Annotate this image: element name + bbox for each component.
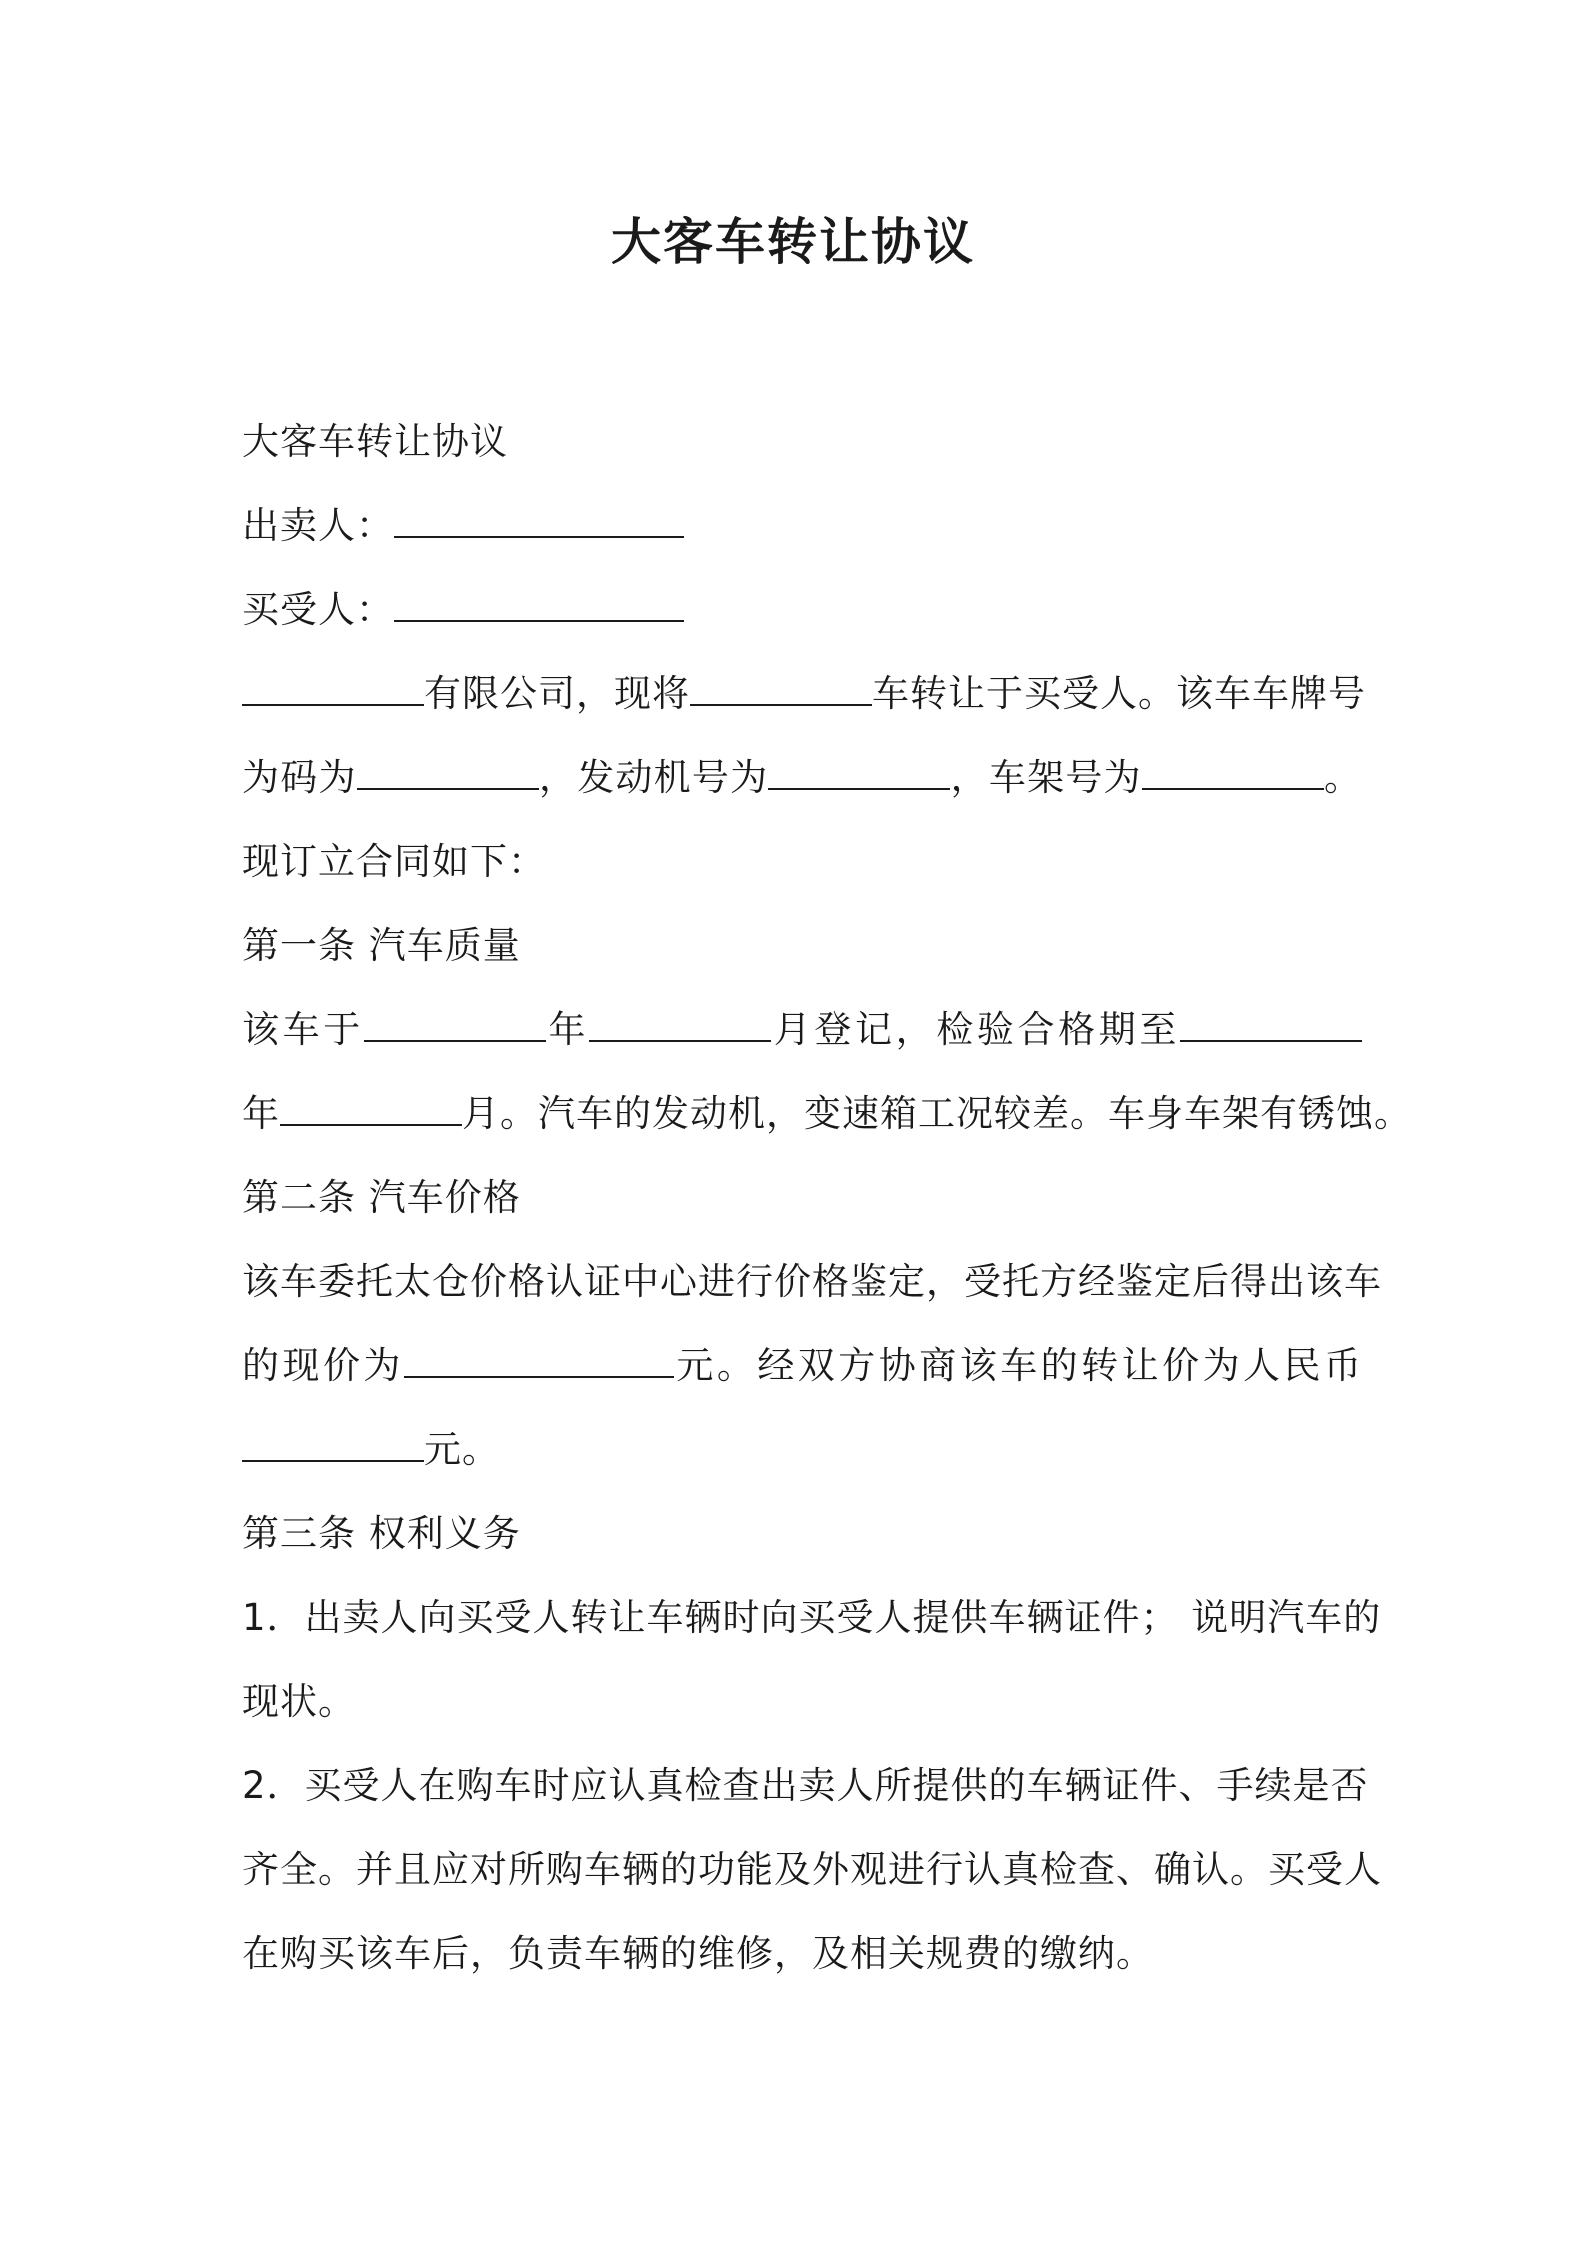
text-span: 大客车转让协议	[242, 420, 508, 463]
text-line	[242, 652, 1366, 736]
fill-in-blank	[589, 1010, 771, 1042]
text-span: 月登记，检验合格期至	[771, 1008, 1180, 1051]
text-line	[242, 1492, 1362, 1576]
text-span: 的现价为	[242, 1344, 404, 1387]
text-span: 有限公司，现将	[424, 672, 690, 715]
text-span: 元。经双方协商该车的转让价为人民币	[673, 1344, 1363, 1387]
fill-in-blank	[394, 506, 684, 538]
text-span: 出卖人：	[242, 504, 394, 547]
fill-in-blank	[404, 1346, 674, 1378]
text-span: 车转让于买受人。该车车牌号	[872, 672, 1366, 715]
text-span: 元。	[424, 1428, 500, 1471]
text-span: 第二条 汽车价格	[242, 1176, 521, 1219]
text-line	[242, 568, 1362, 652]
fill-in-blank	[364, 1010, 546, 1042]
text-line	[242, 1240, 1382, 1324]
document-body	[242, 400, 1412, 1996]
text-span: 在购买该车后，负责车辆的维修，及相关规费的缴纳。	[242, 1932, 1154, 1975]
text-line	[242, 904, 1362, 988]
text-span: 第三条 权利义务	[242, 1512, 521, 1555]
text-span: 现状。	[242, 1680, 356, 1723]
text-line	[242, 736, 1362, 820]
text-span: 买受人：	[242, 588, 394, 631]
text-span: 月。汽车的发动机，变速箱工况较差。车身车架有锈蚀。	[462, 1092, 1412, 1135]
text-line	[242, 1156, 1362, 1240]
text-span: 该车委托太仓价格认证中心进行价格鉴定，受托方经鉴定后得出该车	[242, 1260, 1382, 1303]
text-line	[242, 1660, 1362, 1744]
fill-in-blank	[280, 1094, 462, 1126]
text-line	[242, 820, 1362, 904]
text-span: 年	[242, 1092, 280, 1135]
text-line	[242, 1576, 1382, 1660]
text-span: 第一条 汽车质量	[242, 924, 521, 967]
text-line	[242, 484, 1362, 568]
document-title: 大客车转让协议	[611, 213, 975, 271]
fill-in-blank	[1142, 758, 1324, 790]
text-span: 该车于	[242, 1008, 364, 1051]
text-span: 年	[545, 1008, 590, 1051]
fill-in-blank	[1180, 1010, 1362, 1042]
text-line	[242, 1324, 1362, 1408]
text-span: 。	[1323, 756, 1363, 799]
fill-in-blank	[357, 758, 539, 790]
text-line	[242, 1912, 1362, 1996]
text-line	[242, 1828, 1382, 1912]
text-line	[242, 400, 1362, 484]
fill-in-blank	[690, 674, 872, 706]
text-span: 1．出卖人向买受人转让车辆时向买受人提供车辆证件； 说明汽车的	[242, 1596, 1382, 1639]
text-line	[242, 1072, 1412, 1156]
text-span: 2．买受人在购车时应认真检查出卖人所提供的车辆证件、手续是否	[242, 1764, 1369, 1807]
text-line	[242, 1744, 1369, 1828]
fill-in-blank	[394, 590, 684, 622]
text-span: 齐全。并且应对所购车辆的功能及外观进行认真检查、确认。买受人	[242, 1848, 1382, 1891]
text-span: ，车架号为	[950, 756, 1142, 799]
text-span: 现订立合同如下：	[242, 840, 546, 883]
text-line	[242, 1408, 1362, 1492]
fill-in-blank	[242, 1430, 424, 1462]
text-span: 为码为	[242, 756, 357, 799]
text-span: ，发动机号为	[538, 756, 769, 799]
fill-in-blank	[768, 758, 950, 790]
text-line	[242, 988, 1362, 1072]
fill-in-blank	[242, 674, 424, 706]
